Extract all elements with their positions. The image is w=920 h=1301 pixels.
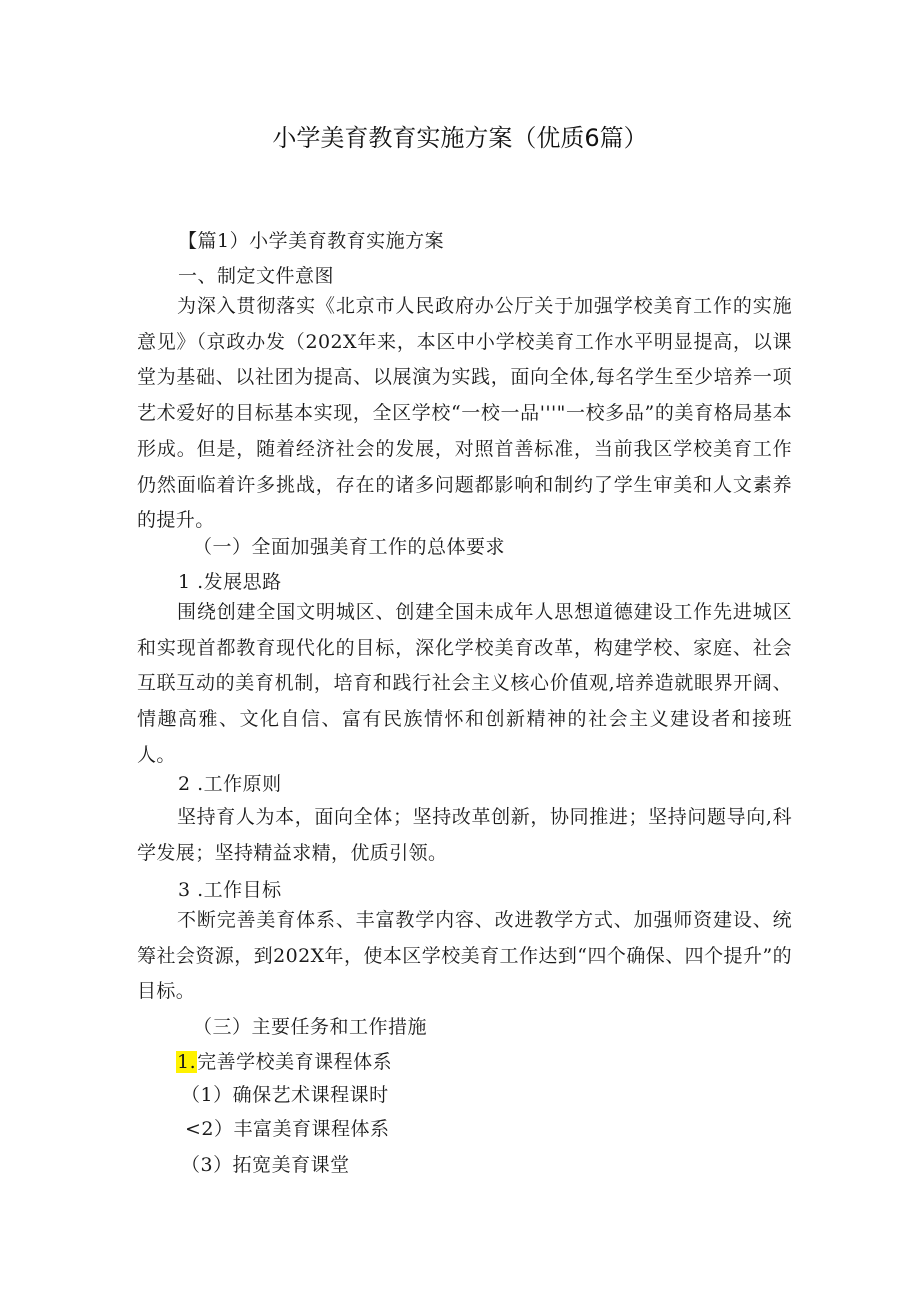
heading-4: 2 .工作原则 [178, 773, 282, 795]
paragraph-2: 围绕创建全国文明城区、创建全国未成年人思想道德建设工作先进城区和实现首都教育现代化的目标，深化学校美育改革，构建学校、家庭、社会互联互动的美育机制，培育和践行社会主义核心价值观,培养造就眼界开阔、情趣高雅、文化自信、富有民族情怀和创新精神的社会主义建设者和接班人。 [137, 601, 792, 766]
list-item-1: （1）确保艺术课程课时 [181, 1084, 389, 1106]
heading-7-text: 完善学校美育课程体系 [197, 1051, 393, 1073]
heading-7 [176, 1050, 392, 1074]
heading-5: 3 .工作目标 [178, 879, 282, 901]
list-item-3: （3）拓宽美育课堂 [181, 1154, 350, 1176]
section-heading: 【篇1）小学美育教育实施方案 [178, 230, 445, 252]
document-title: 小学美育教育实施方案（优质6篇） [272, 124, 648, 152]
heading-3: 1 .发展思路 [178, 571, 282, 593]
heading-1: 一、制定文件意图 [178, 265, 335, 287]
paragraph-1: 为深入贯彻落实《北京市人民政府办公厅关于加强学校美育工作的实施意见》（京政办发（202X年来，本区中小学校美育工作水平明显提高，以课堂为基础、以社团为提高、以展演为实践，面向全体,每名学生至少培养一项艺术爱好的目标基本实现，全区学校“一校一品'''"一校多品”的美育格局基本形成。但是，随着经济社会的发展，对照首善标准，当前我区学校美育工作仍然面临着许多挑战，存在的诸多问题都影响和制约了学生审美和人文素养的提升。 [137, 295, 792, 532]
heading-2: （一）全面加强美育工作的总体要求 [193, 536, 506, 558]
heading-6: （三）主要任务和工作措施 [193, 1016, 428, 1038]
highlighted-marker: 1. [177, 1051, 197, 1073]
list-item-2: <2）丰富美育课程体系 [185, 1118, 390, 1140]
paragraph-4: 不断完善美育体系、丰富教学内容、改进教学方式、加强师资建设、统筹社会资源，到202X年，使本区学校美育工作达到“四个确保、四个提升”的目标。 [137, 909, 792, 1003]
paragraph-3: 坚持育人为本，面向全体；坚持改革创新，协同推进；坚持问题导向,科学发展；坚持精益求精，优质引领。 [137, 806, 792, 864]
